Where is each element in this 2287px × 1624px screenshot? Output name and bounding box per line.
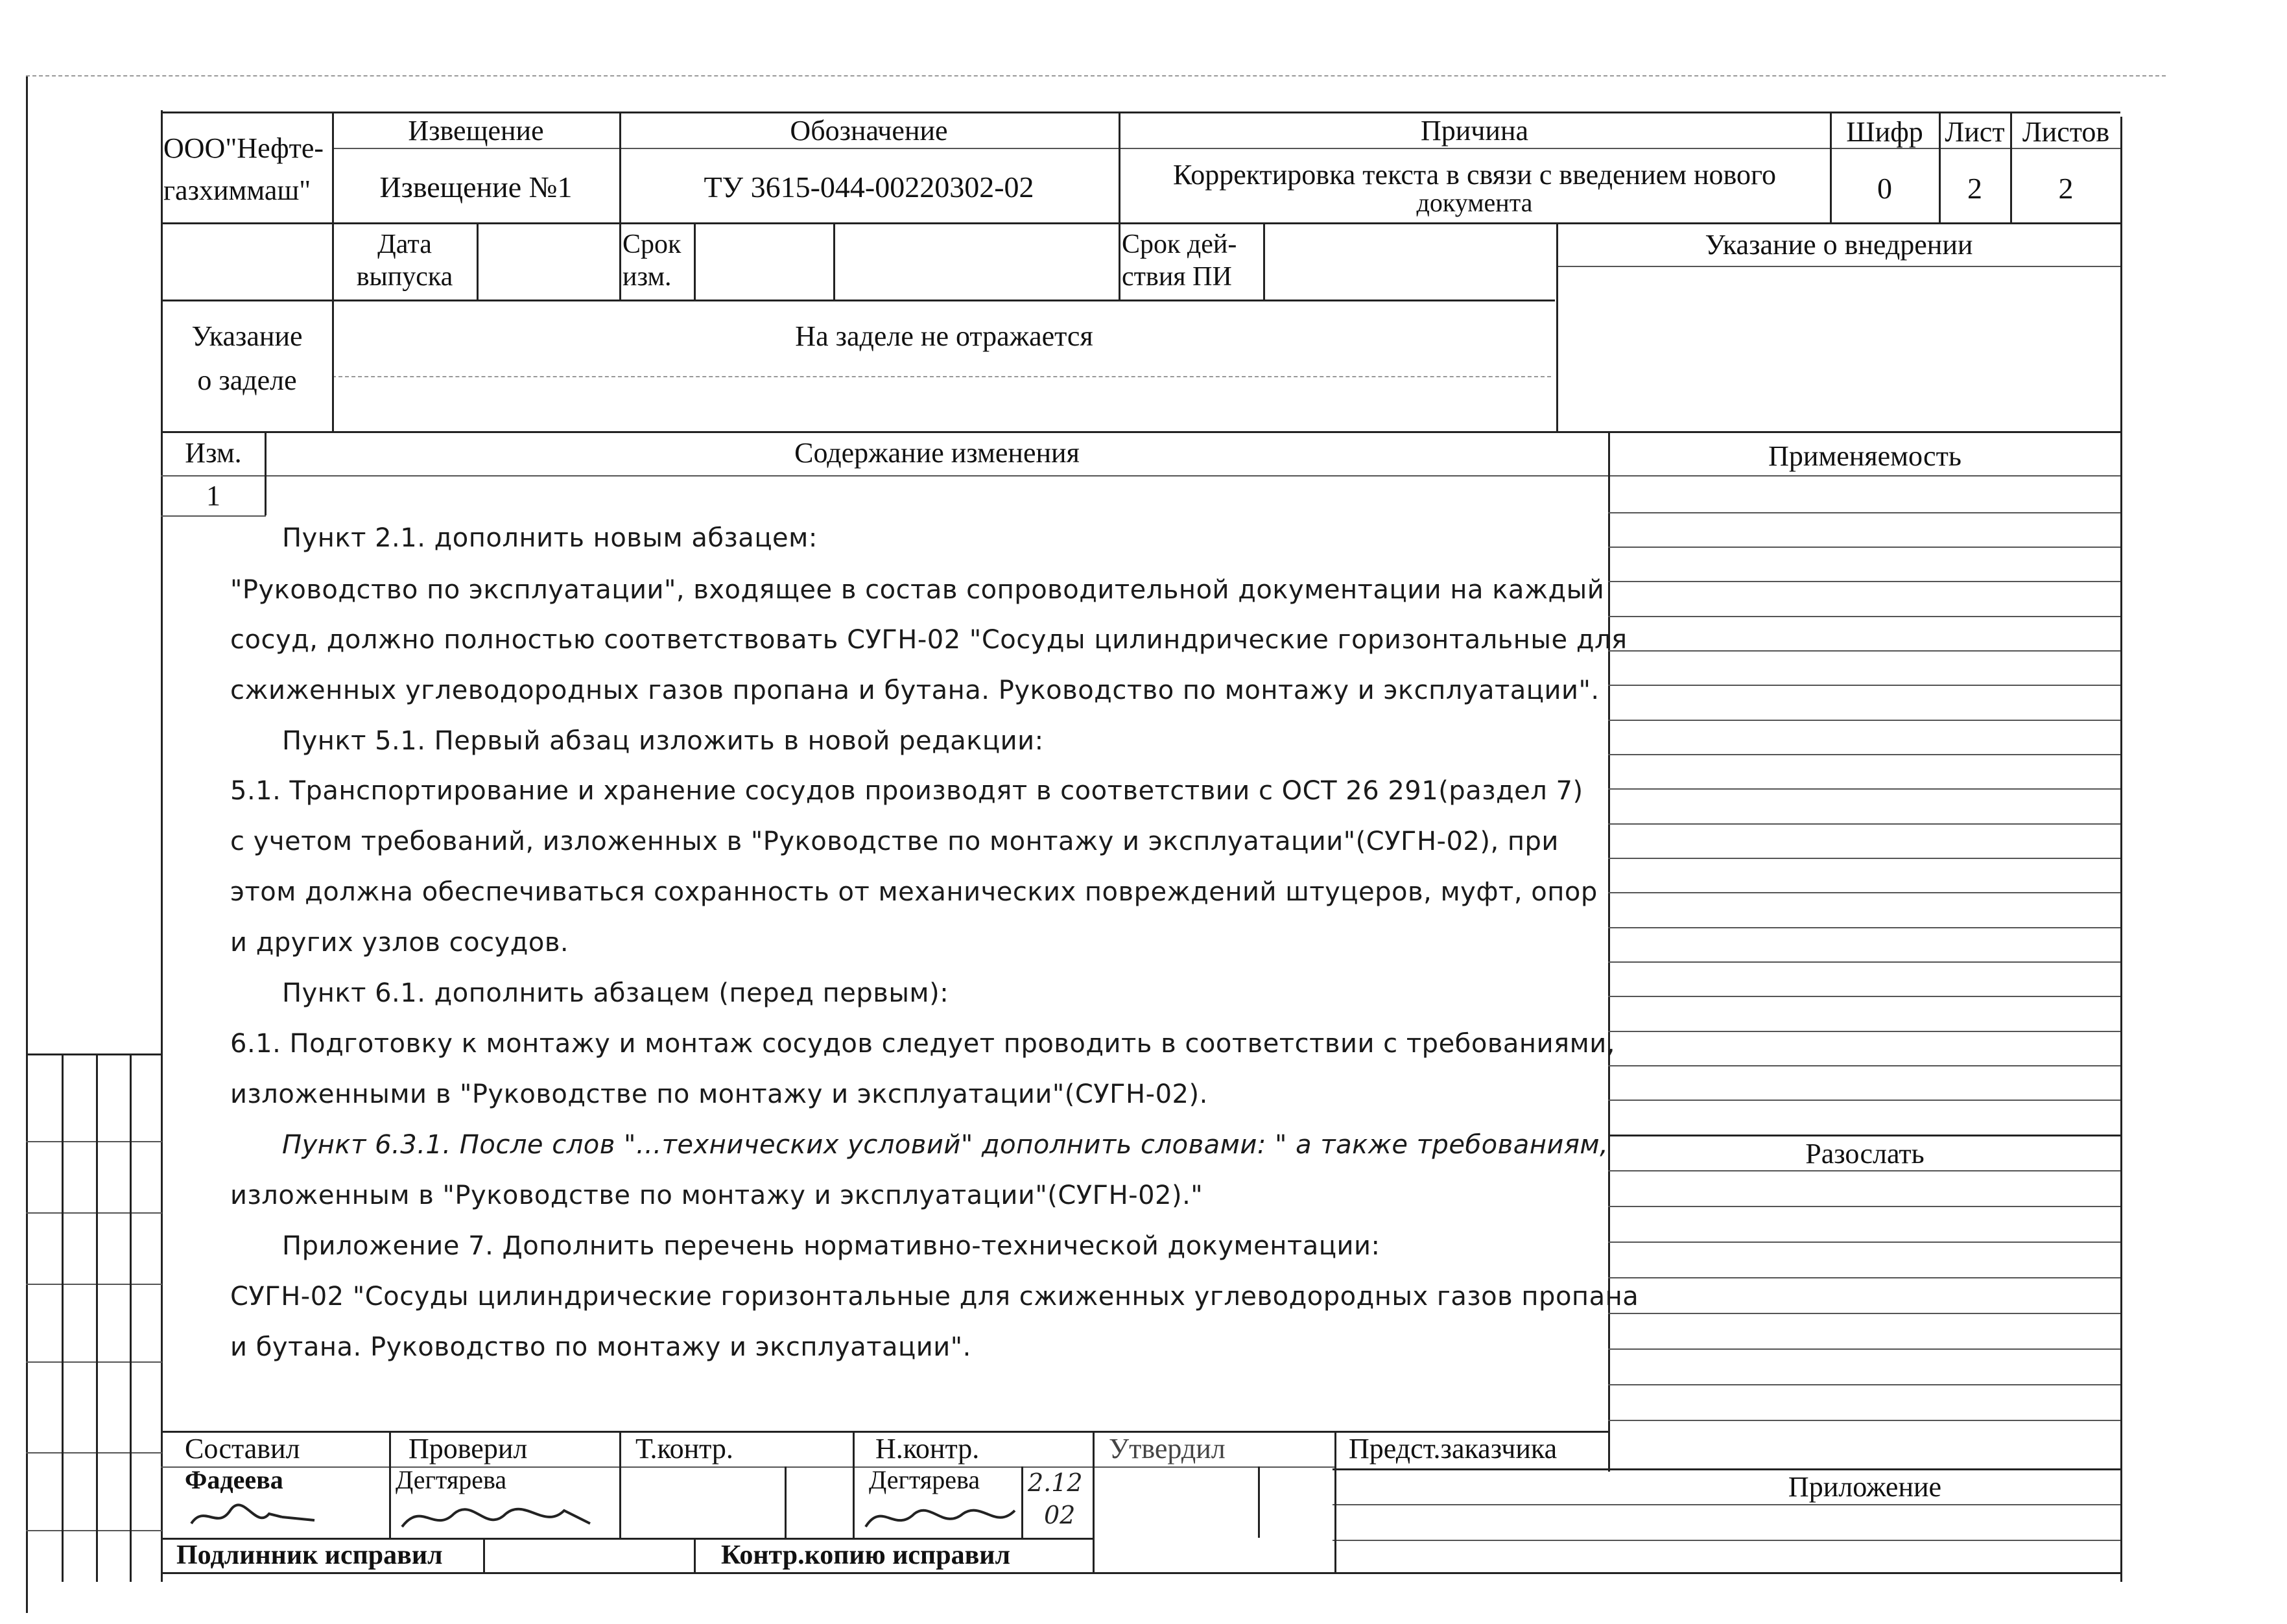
signature-compiled	[185, 1498, 373, 1536]
checked-by-label: Проверил	[409, 1433, 528, 1465]
content-line-11: 6.1. Подготовку к монтажу и монтаж сосудов следует проводить в соответствии с требованиями,	[230, 1029, 1616, 1059]
designation-value: ТУ 3615-044-00220302-02	[704, 171, 1034, 204]
validity-label-line2: ствия ПИ	[1122, 262, 1232, 292]
norm-control-date-2: 02	[1044, 1501, 1076, 1529]
original-corrected-label: Подлинник исправил	[176, 1540, 443, 1570]
control-copy-corrected-label: Контр.копию исправил	[721, 1540, 1011, 1570]
sheet-label: Лист	[1945, 116, 2005, 148]
backlog-label-line2: о заделе	[197, 364, 297, 396]
issue-date-label-line1: Дата	[377, 229, 432, 259]
content-line-5: Пункт 5.1. Первый абзац изложить в новой редакции:	[282, 726, 1044, 756]
appendix-label: Приложение	[1788, 1471, 1942, 1503]
content-line-14: изложенным в "Руководстве по монтажу и эксплуатации"(СУГН-02)."	[230, 1181, 1203, 1210]
norm-control-name: Дегтярева	[869, 1465, 980, 1494]
content-line-17: и бутана. Руководство по монтажу и эксплуатации".	[230, 1332, 971, 1362]
notice-value: Извещение №1	[379, 171, 573, 204]
content-line-7: с учетом требований, изложенных в "Руководстве по монтажу и эксплуатации"(СУГН-02), при	[230, 827, 1559, 856]
reason-label: Причина	[1420, 115, 1529, 147]
sheet-value: 2	[1967, 172, 1982, 205]
content-line-12: изложенными в "Руководстве по монтажу и эксплуатации"(СУГН-02).	[230, 1079, 1208, 1109]
distribute-label: Разослать	[1805, 1138, 1925, 1170]
content-line-13: Пункт 6.3.1. После слов "...технических условий" дополнить словами: " а также требованиям,	[282, 1130, 1609, 1160]
norm-control-label: Н.контр.	[875, 1433, 980, 1465]
content-line-15: Приложение 7. Дополнить перечень нормативно-технической документации:	[282, 1231, 1380, 1261]
signature-checked	[396, 1498, 610, 1536]
code-label: Шифр	[1846, 116, 1923, 148]
change-column-label: Изм.	[185, 437, 242, 469]
content-line-16: СУГН-02 "Сосуды цилиндрические горизонтальные для сжиженных углеводородных газов пропана	[230, 1282, 1639, 1312]
change-term-label-line2: изм.	[622, 262, 672, 292]
organization-name-line1: ООО"Нефте-	[163, 132, 324, 164]
change-content-title: Содержание изменения	[794, 437, 1080, 469]
content-line-9: и других узлов сосудов.	[230, 928, 569, 958]
organization-name-line2: газхиммаш"	[163, 174, 311, 206]
reason-value-line2: документа	[1416, 188, 1533, 217]
code-value: 0	[1877, 172, 1892, 205]
sheets-value: 2	[2058, 172, 2074, 205]
checked-by-name: Дегтярева	[396, 1465, 507, 1494]
notice-label: Извещение	[408, 115, 544, 147]
change-number: 1	[206, 480, 220, 512]
technical-control-label: Т.контр.	[635, 1433, 733, 1465]
sheets-label: Листов	[2022, 116, 2110, 148]
designation-label: Обозначение	[790, 115, 948, 147]
content-line-6: 5.1. Транспортирование и хранение сосудов производят в соответствии с ОСТ 26 291(раздел 7)	[230, 776, 1583, 806]
applicability-label: Применяемость	[1768, 440, 1961, 472]
change-term-label-line1: Срок	[622, 229, 681, 259]
backlog-label-line1: Указание	[191, 320, 303, 352]
signature-norm-control	[859, 1498, 1021, 1536]
compiled-by-label: Составил	[185, 1433, 300, 1465]
content-line-2: "Руководство по эксплуатации", входящее в состав сопроводительной документации на каждый	[230, 575, 1605, 605]
implementation-label: Указание о внедрении	[1705, 229, 1973, 261]
content-line-4: сжиженных углеводородных газов пропана и бутана. Руководство по монтажу и эксплуатации".	[230, 676, 1600, 705]
issue-date-label-line2: выпуска	[356, 262, 453, 292]
approved-by-label: Утвердил	[1109, 1433, 1226, 1465]
content-line-10: Пункт 6.1. дополнить абзацем (перед первым):	[282, 978, 949, 1008]
content-line-8: этом должна обеспечиваться сохранность от механических повреждений штуцеров, муфт, опор	[230, 877, 1598, 907]
content-line-3: сосуд, должно полностью соответствовать СУГН-02 "Сосуды цилиндрические горизонтальные для	[230, 625, 1628, 655]
norm-control-date-1: 2.12	[1028, 1468, 1083, 1497]
customer-representative-label: Предст.заказчика	[1349, 1433, 1558, 1465]
reason-value-line1: Корректировка текста в связи с введением нового	[1173, 159, 1776, 191]
backlog-value: На заделе не отражается	[795, 320, 1093, 352]
content-line-1: Пункт 2.1. дополнить новым абзацем:	[282, 523, 818, 553]
compiled-by-name: Фадеева	[185, 1465, 283, 1494]
validity-label-line1: Срок дей-	[1122, 229, 1237, 259]
